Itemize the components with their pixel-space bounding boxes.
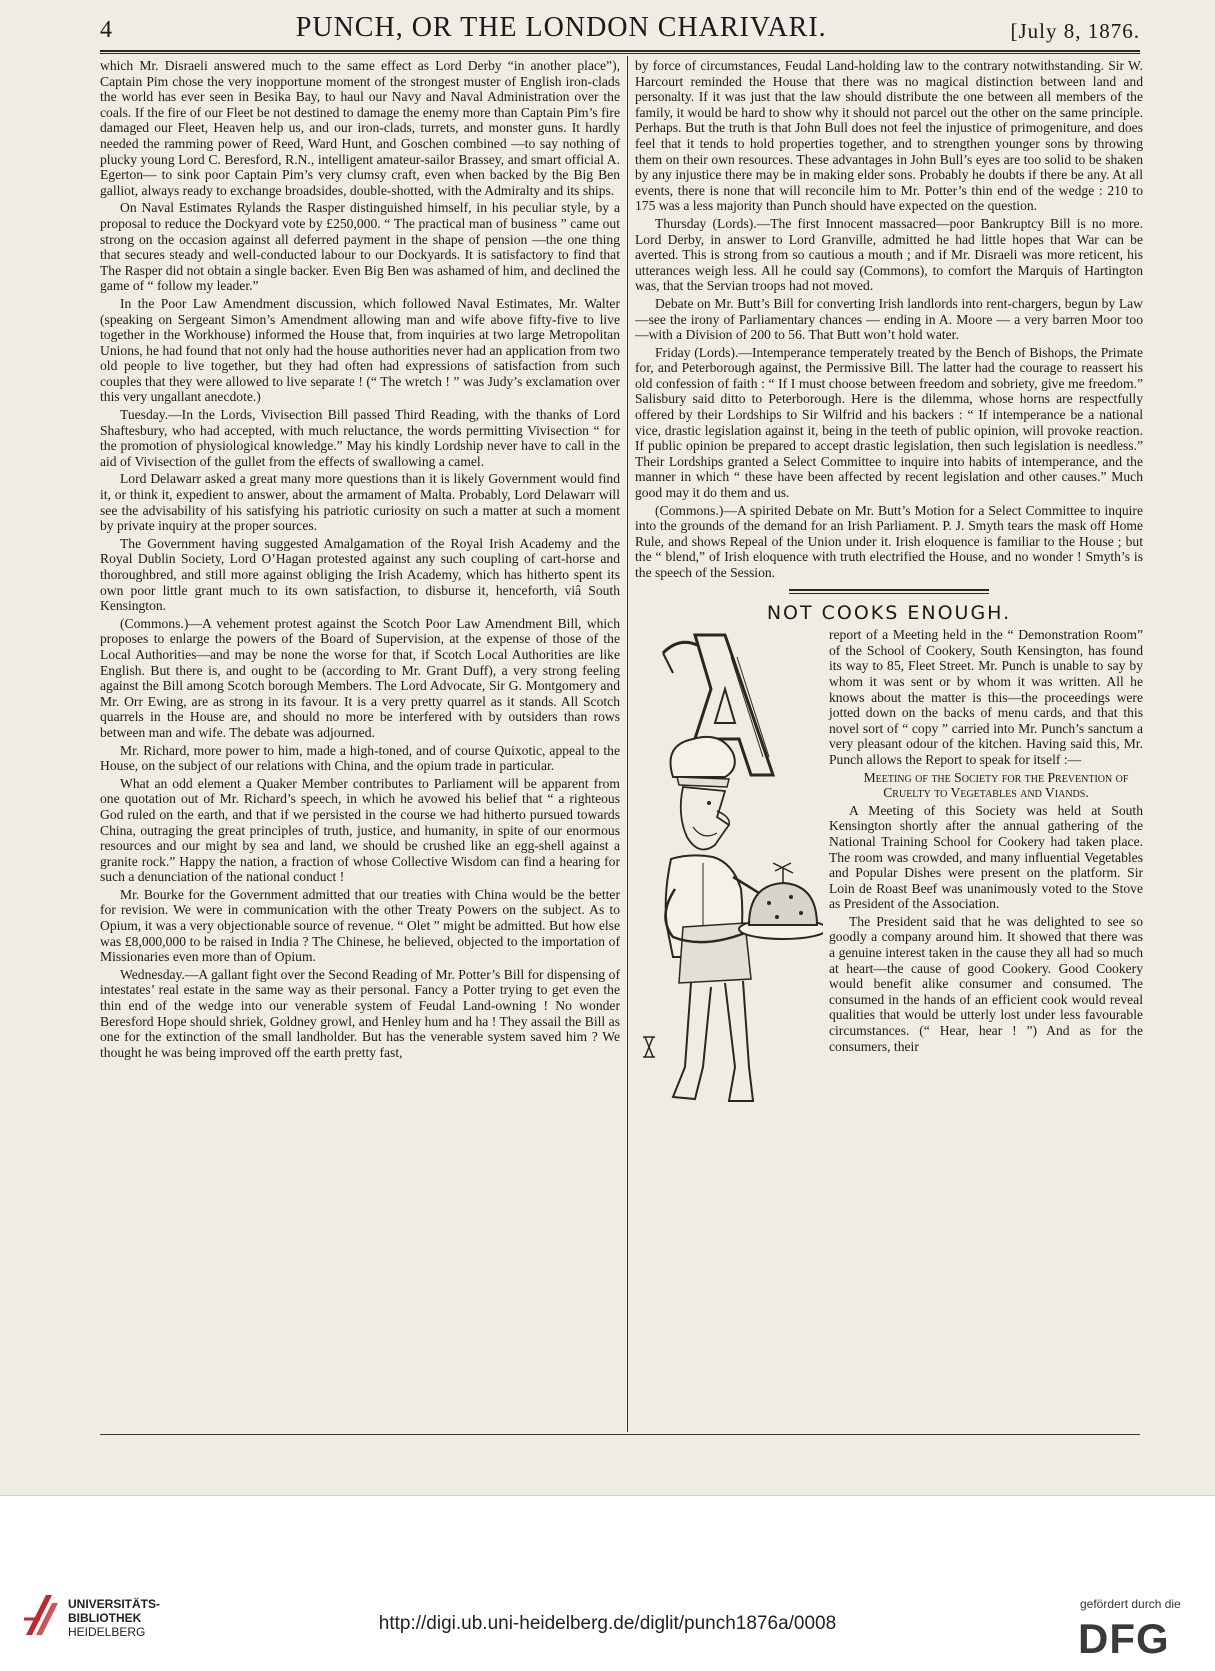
page-header xyxy=(100,14,1140,44)
article-subheading: Meeting of the Society for the Prevention of Cruelty to Vegetables and Viands. xyxy=(863,769,1129,801)
right-paragraph-3: Debate on Mr. Butt’s Bill for converting Irish landlords into rent-chargers, begun by Law—see the irony of Parliamentary chances — ending in A. Moore — a very barren Moor too—with a Division of 200 to 56. That Butt won’t hold water. xyxy=(635,295,1143,343)
column-divider xyxy=(627,56,628,1432)
section-rule xyxy=(789,589,989,594)
footer-divider xyxy=(0,1495,1215,1496)
cook-figure-drawing xyxy=(635,627,823,1115)
article-paragraph-1: report of a Meeting held in the “ Demonstration Room” of the School of Cookery, South Kensington, has found its way to 85, Fleet Street. Mr. Punch is unable to say by whom it was sent or by whom it was written. All he knows about the matter is this—the proceedings were jotted down on the backs of menu cards, and that this novel sort of “ copy ” carried into Mr. Punch’s sanctum a very pleasant odour of the kitchen. Having said this, Mr. Punch allows the Report to speak for itself :— xyxy=(829,627,1143,767)
left-paragraph-9: What an odd element a Quaker Member contributes to Parliament will be apparent from one quotation out of Mr. Richard’s speech, in which he avowed his belief that “ a righteous God ruled on the earth, and that if we persisted in the course we had hitherto pursued towards China, outraging the great principles of truth, justice, and humanity, in spite of our enormous resources and our might by sea and land, we should be crushed like an egg-shell against a granite rock.” Happy the nation, a fraction of whose Collective Wisdom can find a hearing for such a denunciation of the national conduct ! xyxy=(100,775,620,885)
left-paragraph-6: The Government having suggested Amalgamation of the Royal Irish Academy and the Royal Dublin Society, Lord O’Hagan protested against any such coupling of cart-horse and thoroughbred, and still more against obliging the Irish Academy, which has hitherto spent its own poor little grant much to its own satisfaction, to disburse it, henceforth, viâ South Kensington. xyxy=(100,535,620,614)
issue-date: [July 8, 1876. xyxy=(1010,19,1140,43)
right-column xyxy=(635,58,1143,1428)
left-paragraph-11: Wednesday.—A gallant fight over the Second Reading of Mr. Potter’s Bill for dispensing of intestates’ real estate in the same way as their personal. Fancy a Potter trying to get even the thin end of the wedge into our venerable system of Feudal Land-owning ! No wonder Beresford Hope should shriek, Goldney growl, and Henley hum and ha ! They assail the Bill as one for the extinction of the small landholder. But has the venerable system saved him ? We thought he was being improved off the earth pretty fast, xyxy=(100,966,620,1060)
right-paragraph-2: Thursday (Lords).—The first Innocent massacred—poor Bankruptcy Bill is no more. Lord Derby, in answer to Lord Granville, admitted he had little hopes that War can be averted. This is strong from so cautious a mouth ; and if Mr. Disraeli was more reticent, his utterances weigh less. All he could say (Commons), to comfort the Marquis of Hartington was, that the Servian troops had not moved. xyxy=(635,215,1143,294)
left-paragraph-2: On Naval Estimates Rylands the Rasper distinguished himself, in his peculiar style, by a proposal to reduce the Dockyard vote by £250,000. “ The practical man of business ” came out strong on the occasion against all deferred payment in the shape of pension —the one thing that secures steady and well-conducted labour to our Dockyards. It is satisfactory to find that The Rasper did not obtain a single backer. Even Big Ben was ashamed of him, and declined the game of “ follow my leader.” xyxy=(100,200,620,294)
left-paragraph-3: In the Poor Law Amendment discussion, which followed Naval Estimates, Mr. Walter (speaking on Sergeant Simon’s Amendment allowing man and wife above fifty-five to live together in the Workhouse) informed the House that, from inquiries at two large Metropolitan Unions, he had found that not only had the house authorities never had an application from two old people to live together, but they had often had expressions of satisfaction from such couples that they were allowed to live separate ! (“ The wretch ! ” was Judy’s exclamation over this very ungallant anecdote.) xyxy=(100,295,620,405)
page-number: 4 xyxy=(100,17,112,43)
left-column xyxy=(100,58,620,1428)
publication-title: PUNCH, OR THE LONDON CHARIVARI. xyxy=(295,12,827,43)
digitization-footer xyxy=(0,1495,1215,1671)
library-name: UNIVERSITÄTS- BIBLIOTHEK HEIDELBERG xyxy=(68,1597,161,1639)
cook-illustration xyxy=(635,627,823,1115)
article-paragraph-2: A Meeting of this Society was held at South Kensington shortly after the annual gathering of the National Training School for Cookery had taken place. The room was crowded, and many influential Vegetables and Popular Dishes were present on the platform. Sir Loin de Roast Beef was unanimously voted to the Stove as President of the Association. xyxy=(829,802,1143,912)
bottom-rule xyxy=(100,1434,1140,1435)
artist-monogram xyxy=(643,1037,655,1057)
dfg-logo: DFG xyxy=(1078,1615,1170,1662)
left-paragraph-4: Tuesday.—In the Lords, Vivisection Bill passed Third Reading, with the thanks of Lord Shaftesbury, who had accepted, with much reluctance, the words permitting Vivisection “ for the promotion of physiological knowledge.” May his kindly Lordship never have to call in the aid of Vivisection of the gullet from the effects of swallowing a camel. xyxy=(100,407,620,469)
left-paragraph-10: Mr. Bourke for the Government admitted that our treaties with China would be the better for revision. We were in communication with the other Treaty Powers on the subject. As to Opium, it was a very objectionable source of revenue. “ Olet ” might be admitted. But how else was £8,000,000 to be raised in India ? The Chinese, he believed, objected to the importation of Missionaries even more than of Opium. xyxy=(100,886,620,965)
right-paragraph-1: by force of circumstances, Feudal Land-holding law to the contrary notwithstanding. Sir W. Harcourt reminded the House that there was no magical distinction between land and personalty. If it was just that the law should distribute the one between all members of the family, it would be hard to show why it should not parcel out the other on the same principle. Perhaps. But the truth is that John Bull does not feel the injustice of primogeniture, and does feel that it tends to hold properties together, and to strengthen younger sons by throwing them on their own resources. These advantages in John Bull’s eyes are too solid to be shaken by any injustice there may be in making elder sons. Probably he doubts if there be any. At all events, there is none that will reconcile him to Mr. Potter’s thin end of the wedge : 210 to 175 was a less majority than Punch should have expected on the question. xyxy=(635,58,1143,214)
left-paragraph-5: Lord Delawarr asked a great many more questions than it is likely Government would find it, or think it, expedient to answer, about the armament of Malta. Probably, Lord Delawarr will see the advisability of his satisfying his patriotic curiosity on such a matter at such a moment by private inquiry at the proper sources. xyxy=(100,471,620,534)
article-title: NOT COOKS ENOUGH. xyxy=(766,601,1012,624)
funded-by-label: gefördert durch die xyxy=(1080,1597,1181,1611)
article-paragraph-3: The President said that he was delighted to see so goodly a company around him. It showed that there was a genuine interest taken in the cause they all had so much at heart—the cause of good Cookery. Good Cookery would benefit alike consumer and consumed. The consumed in the hands of an efficient cook would reveal qualities that would be utterly lost under less favourable circumstances. (“ Hear, hear ! ”) And as for the consumers, their xyxy=(829,913,1143,1054)
right-paragraph-5: (Commons.)—A spirited Debate on Mr. Butt’s Motion for a Select Committee to inquire into the grounds of the demand for an Irish Parliament. P. J. Smyth tears the mask off Home Rule, and shows Repeal of the Union under it. Irish eloquence is familiar to the House ; but the “ blend,” of Irish eloquence with truth electrified the House, and no wonder ! Smyth’s is the speech of the Session. xyxy=(635,502,1143,580)
header-rule xyxy=(100,50,1140,54)
source-url-link[interactable]: http://digi.ub.uni-heidelberg.de/diglit/punch1876a/0008 xyxy=(378,1613,837,1634)
left-paragraph-8: Mr. Richard, more power to him, made a high-toned, and of course Quixotic, appeal to the House, on the subject of our relations with China, and the opium trade in particular. xyxy=(100,742,620,774)
left-paragraph-7: (Commons.)—A vehement protest against the Scotch Poor Law Amendment Bill, which proposes to enlarge the powers of the Board of Supervision, at the expense of those of the Local Authorities—and may be none the worse for that, if Scotch Local Authorities are like English. But there is, and ought to be (according to Mr. Grant Duff), a very strong feeling against the Bill among Scotch borough Members. The Lord Advocate, Sir G. Montgomery and Mr. Orr Ewing, are as strong in its favour. It is a very pretty quarrel as it stands. All Scotch quarrels in the House are, and should no more be interfered with by outsiders than rows between man and wife. The debate was adjourned. xyxy=(100,615,620,740)
right-paragraph-4: Friday (Lords).—Intemperance temperately treated by the Bench of Bishops, the Primate for, and Peterborough against, the Permissive Bill. The latter had the courage to reassert his old confession of faith : “ If I must choose between freedom and sobriety, give me freedom.” Salisbury said ditto to Peterborough. Here is the dilemma, whose horns are respectfully offered by their Lordships to Sir Wilfrid and his backers : “ If intemperance be a national vice, drastic legislation against it, being in the teeth of public opinion, will provoke reaction. If public opinion be prepared to accept drastic legislation, then such legislation is needless.” Their Lordships granted a Select Committee to inquire into habits of intemperance, and the manner in which “ these have been affected by recent legislation and other causes.” Much good may it do them and us. xyxy=(635,344,1143,501)
left-paragraph-1: which Mr. Disraeli answered much to the same effect as Lord Derby “in another place”), Captain Pim chose the very inopportune moment of the strongest muster of English iron-clads the world has ever seen in Besika Bay, to haul our Navy and Naval Administration over the coals. If the fire of our Fleet be not destined to damage the enemy more than Captain Pim’s fire damaged our Fleet, Heaven help us, and our iron-clads, turrets, and monster guns. It hardly needed the ramming power of Reed, Ward Hunt, and Goschen combined —to say nothing of plucky young Lord C. Beresford, R.N., intelligent amateur-sailor Brassey, and smart official A. Egerton— to sink poor Captain Pim’s very clumsy craft, even when backed by the Big Ben galliot, always ready to exchange broadsides, double-shotted, with the Admiralty and its ships. xyxy=(100,58,620,198)
